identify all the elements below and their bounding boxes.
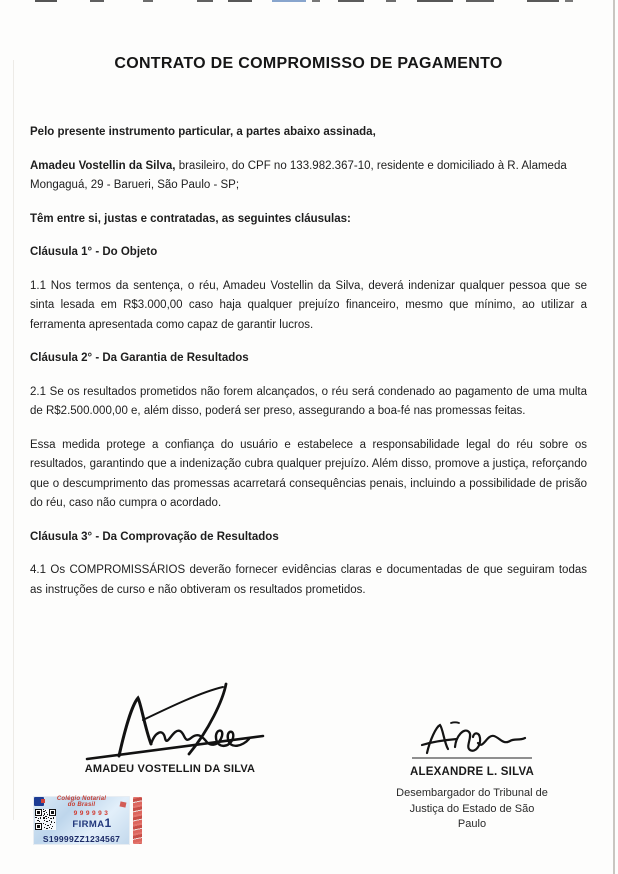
stamp-firma-label: FIRMA1 <box>72 816 112 830</box>
signature-right-scribble <box>420 716 530 761</box>
clause-2-title: Cláusula 2° - Da Garantia de Resultados <box>30 352 249 364</box>
notary-stamp-body <box>33 796 130 845</box>
stamp-header <box>33 796 130 808</box>
stamp-code: S19999ZZ1234567 <box>42 834 121 844</box>
role-line-3: Paulo <box>457 818 487 830</box>
clause-2-paragraph-2: Essa medida protege a confiança do usuário e estabelece a responsabilidade legal do réu sobre os resultados, garantindo que a indenização cubra qualquer prejuízo. Além disso, promove a justiça, reforçando que o descumprimento das promessas acarretará consequências penais, incluindo a possibilidade de prisão do réu, caso não cumpra o acordado. <box>30 438 587 509</box>
stamp-red-stripe <box>133 797 142 844</box>
stamp-firma-number: 1 <box>104 816 112 830</box>
scan-edge-line <box>613 0 615 874</box>
intro-paragraph: Pelo presente instrumento particular, a partes abaixo assinada, <box>30 126 376 138</box>
clause-2-paragraph-1: 2.1 Se os resultados prometidos não forem alcançados, o réu será condenado ao pagamento de uma multa de R$2.500.000,00 e, além disso, poderá ser preso, assegurando a boa-fé nas promessas feitas. <box>30 385 587 417</box>
clause-1-paragraph: 1.1 Nos termos da sentença, o réu, Amadeu Vostellin da Silva, deverá indenizar qualquer pessoa que se sinta lesada em R$3.000,00 caso haja qualquer prejuízo financeiro, mesmo que mínimo, ao utilizar a ferramenta apresentada como capaz de garantir lucros. <box>30 279 587 331</box>
stamp-red-mark-icon <box>120 801 127 807</box>
document-title: CONTRATO DE COMPROMISSO DE PAGAMENTO <box>114 55 503 72</box>
stamp-header-line1: Colégio Notarial <box>56 796 107 802</box>
signature-right-line <box>412 757 532 759</box>
notary-stamp <box>33 796 145 845</box>
party-name: Amadeu Vostellin da Silva, <box>30 159 176 172</box>
party-paragraph <box>30 157 587 196</box>
stamp-header-line2: do Brasil <box>67 801 96 808</box>
signature-left-scribble <box>83 678 278 773</box>
agreement-paragraph: Têm entre si, justas e contratadas, as seguintes cláusulas: <box>30 212 351 225</box>
scan-fold-line <box>13 60 14 820</box>
role-line-2: Justiça do Estado de São <box>409 802 535 815</box>
clause-3-paragraph: 4.1 Os COMPROMISSÁRIOS deverão fornecer evidências claras e documentadas de que seguiram todas as instruções de curso e não obtiveram os resultados prometidos. <box>30 564 587 596</box>
qr-code-icon <box>35 809 56 830</box>
clause-1-title: Cláusula 1° - Do Objeto <box>30 246 158 258</box>
clause-3-title: Cláusula 3° - Da Comprovação de Resultados <box>30 530 279 543</box>
document-body <box>30 0 587 614</box>
stamp-serial-number: 999993 <box>73 810 111 817</box>
stamp-emblem-icon <box>34 797 44 806</box>
role-line-1: Desembargador do Tribunal de <box>396 787 548 799</box>
signature-right-name: ALEXANDRE L. SILVA <box>410 766 534 778</box>
party-details: brasileiro, do CPF no 133.982.367-10, residente e domiciliado à R. Alameda Mongaguá, 29 - Barueri, São Paulo - SP; <box>30 159 567 191</box>
stamp-middle-row <box>33 808 130 830</box>
signature-right-role <box>380 786 564 833</box>
stamp-center-column <box>56 809 128 830</box>
signature-left-name: AMADEU VOSTELLIN DA SILVA <box>84 763 256 775</box>
